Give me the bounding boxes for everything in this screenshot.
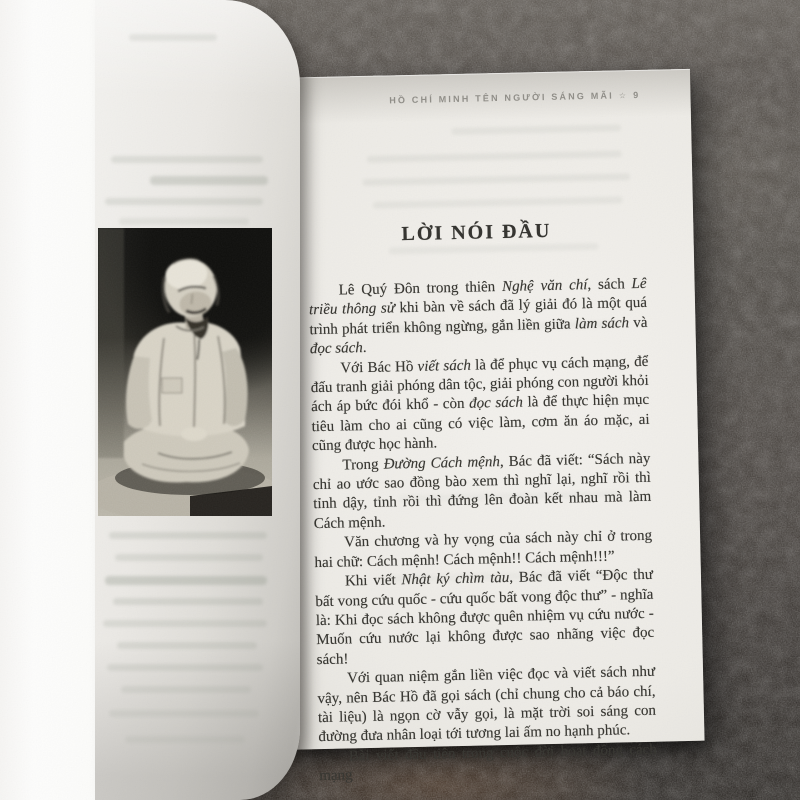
body-paragraph: Lê Quý Đôn trong thiên Nghệ văn chí, sách Lê triều thông sử khi bàn về sách đã lý giải đó là một quá trình phát triển không ngừng, gắn liền giữa làm sách và đọc sách. bbox=[308, 275, 648, 358]
body-paragraph: Bài viết đầu tiên trong cuộc đời hoạt động cách mạng bbox=[319, 741, 657, 785]
bleedthrough-line bbox=[105, 198, 263, 205]
bleedthrough-line bbox=[362, 173, 630, 186]
bleedthrough-line bbox=[109, 532, 267, 539]
bleedthrough-line bbox=[129, 34, 217, 41]
bleedthrough-line bbox=[103, 620, 267, 627]
bleedthrough-line bbox=[121, 686, 251, 693]
body-paragraph: Trong Đường Cách mệnh, Bác đã viết: “Sách này chỉ ao ước sao đồng bào xem thì nghĩ lại, nghĩ rồi thì tỉnh dậy, tỉnh rồi thì đứng lên đoàn kết nhau mà làm Cách mệnh. bbox=[312, 450, 652, 533]
bleedthrough-line bbox=[105, 576, 267, 585]
running-header bbox=[389, 90, 640, 105]
bleedthrough-line bbox=[119, 218, 249, 225]
bleedthrough-line bbox=[109, 710, 259, 717]
body-text bbox=[308, 275, 657, 787]
hochiminh-portrait-photo bbox=[98, 228, 272, 516]
page-edge-strip bbox=[0, 0, 95, 800]
left-book-page bbox=[95, 0, 300, 800]
body-paragraph: Khi viết Nhật ký chìm tàu, Bác đã viết “Độc thư bất vong cứu quốc - cứu quốc bất vong độc thư” - nghĩa là: Khi đọc sách không được quên nhiệm vụ cứu nước - Muốn cứu nước lại không được sao nhãng việc đọc sách! bbox=[315, 566, 655, 668]
right-book-page bbox=[270, 69, 705, 785]
bleedthrough-line bbox=[115, 554, 263, 561]
bleedthrough-line bbox=[125, 736, 245, 743]
header-page-number: 9 bbox=[633, 89, 641, 101]
chapter-title: LỜI NÓI ĐẦU bbox=[401, 219, 552, 246]
bleedthrough-line bbox=[367, 150, 622, 163]
running-header-title: HỒ CHÍ MINH TÊN NGƯỜI SÁNG MÃI bbox=[389, 90, 614, 106]
bleedthrough-line bbox=[451, 124, 621, 135]
body-paragraph: Với Bác Hồ viết sách là để phục vụ cách mạng, để đấu tranh giải phóng dân tộc, giải phóng con người khỏi ách áp bức đói khổ - còn đọc sách là để thực hiện mục tiêu làm cho ai cũng có việc làm, cơm ăn áo mặc, ai cũng được học hành. bbox=[310, 353, 650, 455]
bleedthrough-line bbox=[107, 664, 263, 671]
body-paragraph: Với quan niệm gắn liền việc đọc và viết sách như vậy, nên Bác Hồ đã gọi sách (chỉ chung cho cả báo chí, tài liệu) là ngọn cờ vẫy gọi, là mặt trời soi sáng con đường đưa nhân loại tới tương lai ấm no hạnh phúc. bbox=[317, 663, 657, 746]
body-paragraph: Văn chương và hy vọng của sách này chỉ ở trong hai chữ: Cách mệnh! Cách mệnh!! Cách mệnh!!!” bbox=[314, 528, 653, 571]
bleedthrough-line bbox=[113, 598, 263, 605]
bleedthrough-line bbox=[373, 196, 623, 208]
header-star-icon: ☆ bbox=[618, 91, 629, 101]
bleedthrough-line bbox=[150, 176, 268, 185]
bleedthrough-line bbox=[117, 642, 257, 649]
bleedthrough-line bbox=[111, 156, 263, 163]
right-page-bleed bbox=[270, 69, 690, 78]
